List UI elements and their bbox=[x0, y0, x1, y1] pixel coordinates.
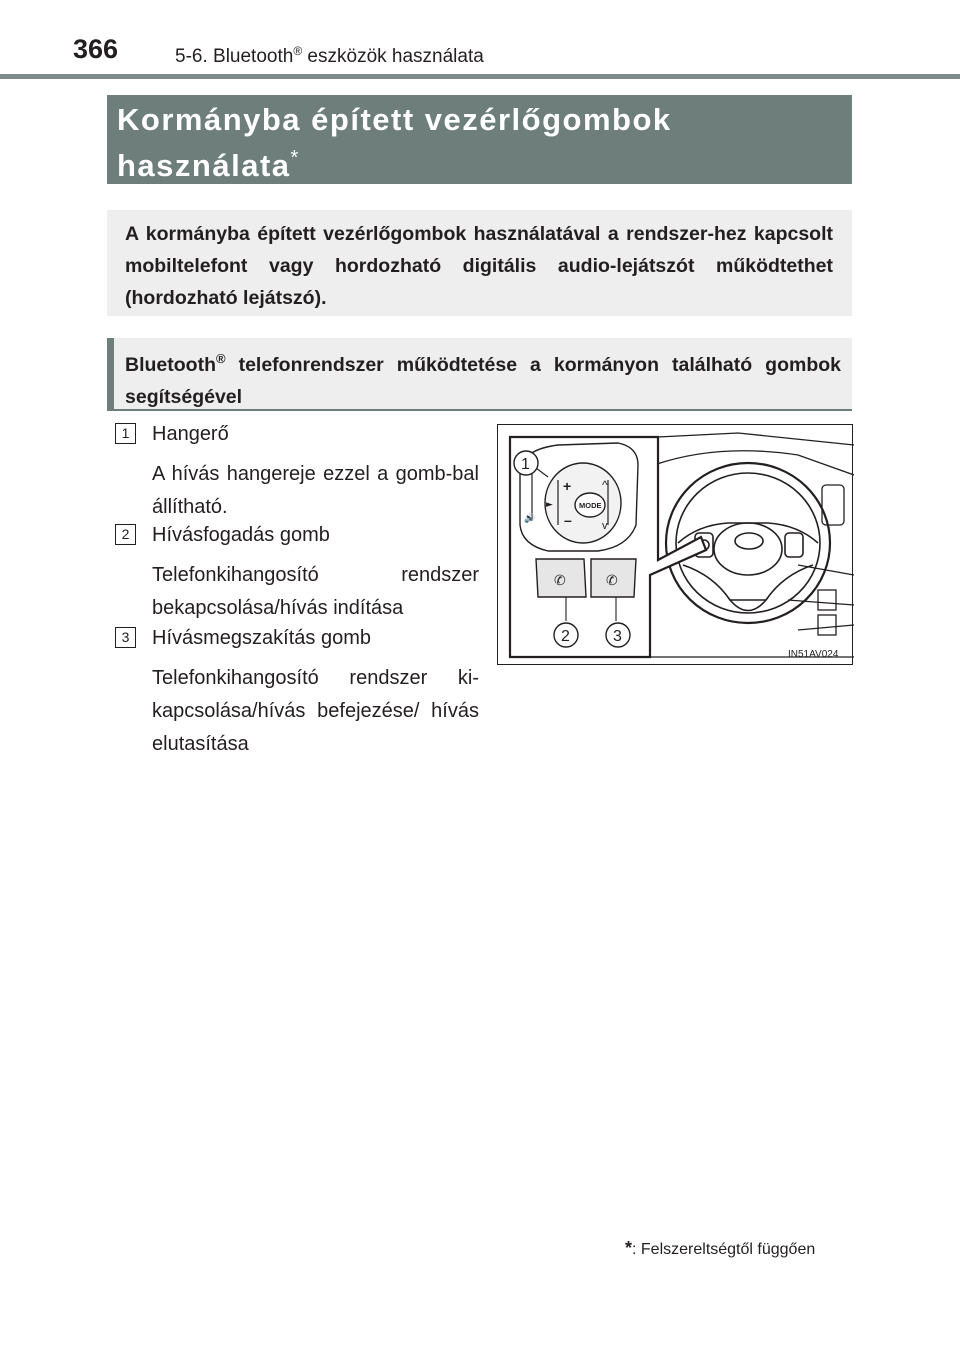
item-number: 1 bbox=[115, 423, 136, 444]
svg-text:v: v bbox=[602, 520, 608, 532]
title-box bbox=[107, 95, 852, 184]
section-title: 5-6. Bluetooth® eszközök használata bbox=[175, 44, 484, 67]
page-title: Kormányba épített vezérlőgombok használata* bbox=[117, 102, 672, 183]
intro-text: A kormányba épített vezérlőgombok használatával a rendszer-hez kapcsolt mobiltelefont vagy hordozható digitális audio-lejátszót működtethet (hordozható lejátszó). bbox=[125, 223, 833, 309]
header-rule bbox=[0, 74, 960, 79]
item-description: Telefonkihangosító rendszer ki-kapcsolása/hívás befejezése/ hívás elutasítása bbox=[152, 667, 479, 755]
item-number: 3 bbox=[115, 627, 136, 648]
figure-code: IN51AV024 bbox=[788, 649, 839, 660]
steering-wheel-illustration bbox=[497, 424, 853, 665]
page-header bbox=[0, 0, 960, 80]
mode-button-label: MODE bbox=[579, 501, 602, 510]
footnote bbox=[625, 1238, 815, 1259]
asterisk-icon: * bbox=[290, 147, 299, 169]
page-number: 366 bbox=[73, 34, 119, 64]
svg-text:3: 3 bbox=[613, 628, 622, 645]
intro-box bbox=[107, 210, 852, 316]
svg-text:^: ^ bbox=[602, 478, 608, 492]
subheading-bar bbox=[107, 338, 114, 411]
svg-text:2: 2 bbox=[561, 628, 570, 645]
item-title: Hívásmegszakítás gomb bbox=[152, 627, 371, 649]
svg-text:–: – bbox=[564, 512, 572, 528]
subheading-text: Bluetooth® telefonrendszer működtetése a kormányon található gombok segítségével bbox=[125, 351, 841, 408]
svg-text:►: ► bbox=[546, 500, 553, 510]
item-title: Hangerő bbox=[152, 423, 229, 445]
asterisk-icon: * bbox=[625, 1238, 633, 1258]
phone-pickup-icon: ✆ bbox=[554, 573, 566, 589]
item-description: A hívás hangereje ezzel a gomb-bal állítható. bbox=[152, 463, 479, 518]
steering-wheel-drawing bbox=[498, 425, 854, 666]
item-title: Hívásfogadás gomb bbox=[152, 524, 330, 546]
svg-text:🔊: 🔊 bbox=[524, 514, 536, 524]
phone-hangup-icon: ✆ bbox=[606, 573, 618, 589]
svg-text:+: + bbox=[563, 478, 572, 494]
footnote-text: : Felszereltségtől függően bbox=[632, 1241, 816, 1258]
subheading-box bbox=[107, 338, 852, 411]
item-description: Telefonkihangosító rendszer bekapcsolása/hívás indítása bbox=[152, 564, 479, 619]
svg-text:1: 1 bbox=[521, 456, 530, 473]
item-number: 2 bbox=[115, 524, 136, 545]
